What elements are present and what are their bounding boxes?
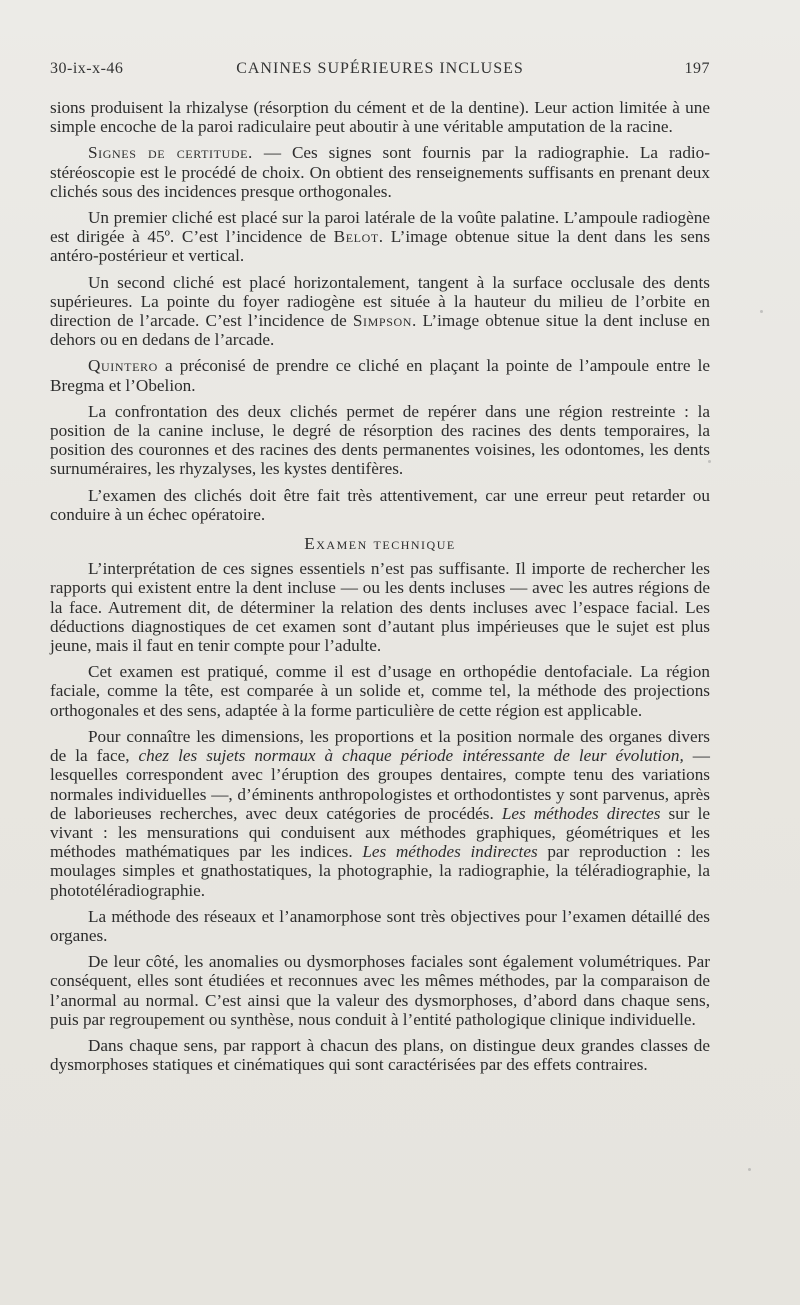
- paragraph: L’examen des clichés doit être fait très attentivement, car une erreur peut retarder ou conduire à un échec opératoire.: [50, 485, 710, 524]
- section-title: Examen technique: [304, 534, 456, 554]
- paragraph: Cet examen est pratiqué, comme il est d’usage en orthopédie dentofaciale. La région faciale, comme la tête, est comparée à un solide et, comme tel, la méthode des projections orthogonales et des sens, adaptée à la forme particulière de cette région est applicable.: [50, 662, 710, 720]
- paragraph: La confrontation des deux clichés permet de repérer dans une région restreinte : la position de la canine incluse, le degré de résorption des racines des dents temporaires, la position des couronnes et des racines des dents permanentes voisines, les odontomes, les dents surnuméraires, les rhyzalyses, les kystes dentifères.: [50, 401, 710, 479]
- paragraph: La méthode des réseaux et l’anamorphose sont très objectives pour l’examen détaillé des organes.: [50, 906, 710, 945]
- author-name: Simpson: [352, 311, 412, 331]
- paper-speck: [760, 310, 763, 313]
- paragraph: Dans chaque sens, par rapport à chacun des plans, on distingue deux grandes classes de dysmorphoses statiques et cinématiques qui sont caractérisées par des effets contraires.: [50, 1035, 710, 1075]
- page-body: [50, 98, 710, 1081]
- paper-speck: [708, 460, 711, 463]
- paper-speck: [748, 1168, 751, 1171]
- paragraph: Quintero a préconisé de prendre ce cliché en plaçant la pointe de l’ampoule entre le Bregma et l’Obelion.: [50, 356, 710, 395]
- paragraph: Pour connaître les dimensions, les proportions et la position normale des organes divers de la face, chez les sujets normaux à chaque période intéressante de leur évolution, — lesquelles correspondent avec l’éruption des groupes dentaires, compte tenu des variations normales individuelles —, d’éminents anthropologistes et orthodontistes y sont parvenus, après de laborieuses recherches, avec deux catégories de procédés. Les méthodes directes sur le vivant : les mensurations qui conduisent aux méthodes graphiques, géométriques et les méthodes mathématiques par les indices. Les méthodes indirectes par reproduction : les moulages simples et gnathostatiques, la photographie, la radiographie, la téléradiographie, la phototéléradiographie.: [50, 726, 710, 900]
- author-name: Quintero: [88, 356, 158, 376]
- running-header: [50, 60, 710, 84]
- emphasis: chez les sujets normaux à chaque période intéressante de leur évolution,: [138, 746, 684, 766]
- page-number: 197: [684, 60, 710, 77]
- header-date: 30-ix-x-46: [50, 60, 124, 77]
- emphasis: Les méthodes directes: [501, 803, 661, 823]
- header-title: CANINES SUPÉRIEURES INCLUSES: [236, 60, 524, 77]
- paragraph: Un premier cliché est placé sur la paroi latérale de la voûte palatine. L’ampoule radiogène est dirigée à 45º. C’est l’incidence de Belot. L’image obtenue situe la dent dans les sens antéro-postérieur et vertical.: [50, 208, 711, 266]
- paragraph: L’interprétation de ces signes essentiels n’est pas suffisante. Il importe de rechercher les rapports qui existent entre la dent incluse — ou les dents incluses — avec les autres régions de la face. Autrement dit, de déterminer la relation des dents incluses avec l’espace facial. Les déductions diagnostiques de cet examen sont d’autant plus impérieuses que le sujet est plus jeune, mais il faut en tenir compte pour l’adulte.: [50, 559, 710, 656]
- paragraph: De leur côté, les anomalies ou dysmorphoses faciales sont également volumétriques. Par conséquent, elles sont étudiées et reconnues avec les mêmes méthodes, par la comparaison de l’anormal au normal. C’est ainsi que la valeur des dysmorphoses, d’abord dans chaque sens, puis par regroupement ou synthèse, nous conduit à l’entité pathologique clinique individuelle.: [50, 952, 710, 1029]
- paragraph: sions produisent la rhizalyse (résorption du cément et de la dentine). Leur action limitée à une simple encoche de la paroi radiculaire peut aboutir à une véritable amputation de la racine.: [50, 98, 710, 137]
- run-in-heading: Signes de certitude.: [88, 143, 253, 163]
- emphasis: Les méthodes indirectes: [362, 842, 538, 862]
- author-name: Belot: [333, 227, 379, 247]
- paragraph: Un second cliché est placé horizontalement, tangent à la surface occlusale des dents supérieures. La pointe du foyer radiogène est située à la hauteur du milieu de l’orbite en direction de l’arcade. C’est l’incidence de Simpson. L’image obtenue situe la dent incluse en dehors ou en dedans de l’arcade.: [50, 272, 710, 350]
- paragraph: Signes de certitude. — Ces signes sont fournis par la radiographie. La radio-stéréoscopie est le procédé de choix. On obtient des renseignements suffisants en prenant deux clichés sous des incidences presque orthogonales.: [50, 143, 711, 201]
